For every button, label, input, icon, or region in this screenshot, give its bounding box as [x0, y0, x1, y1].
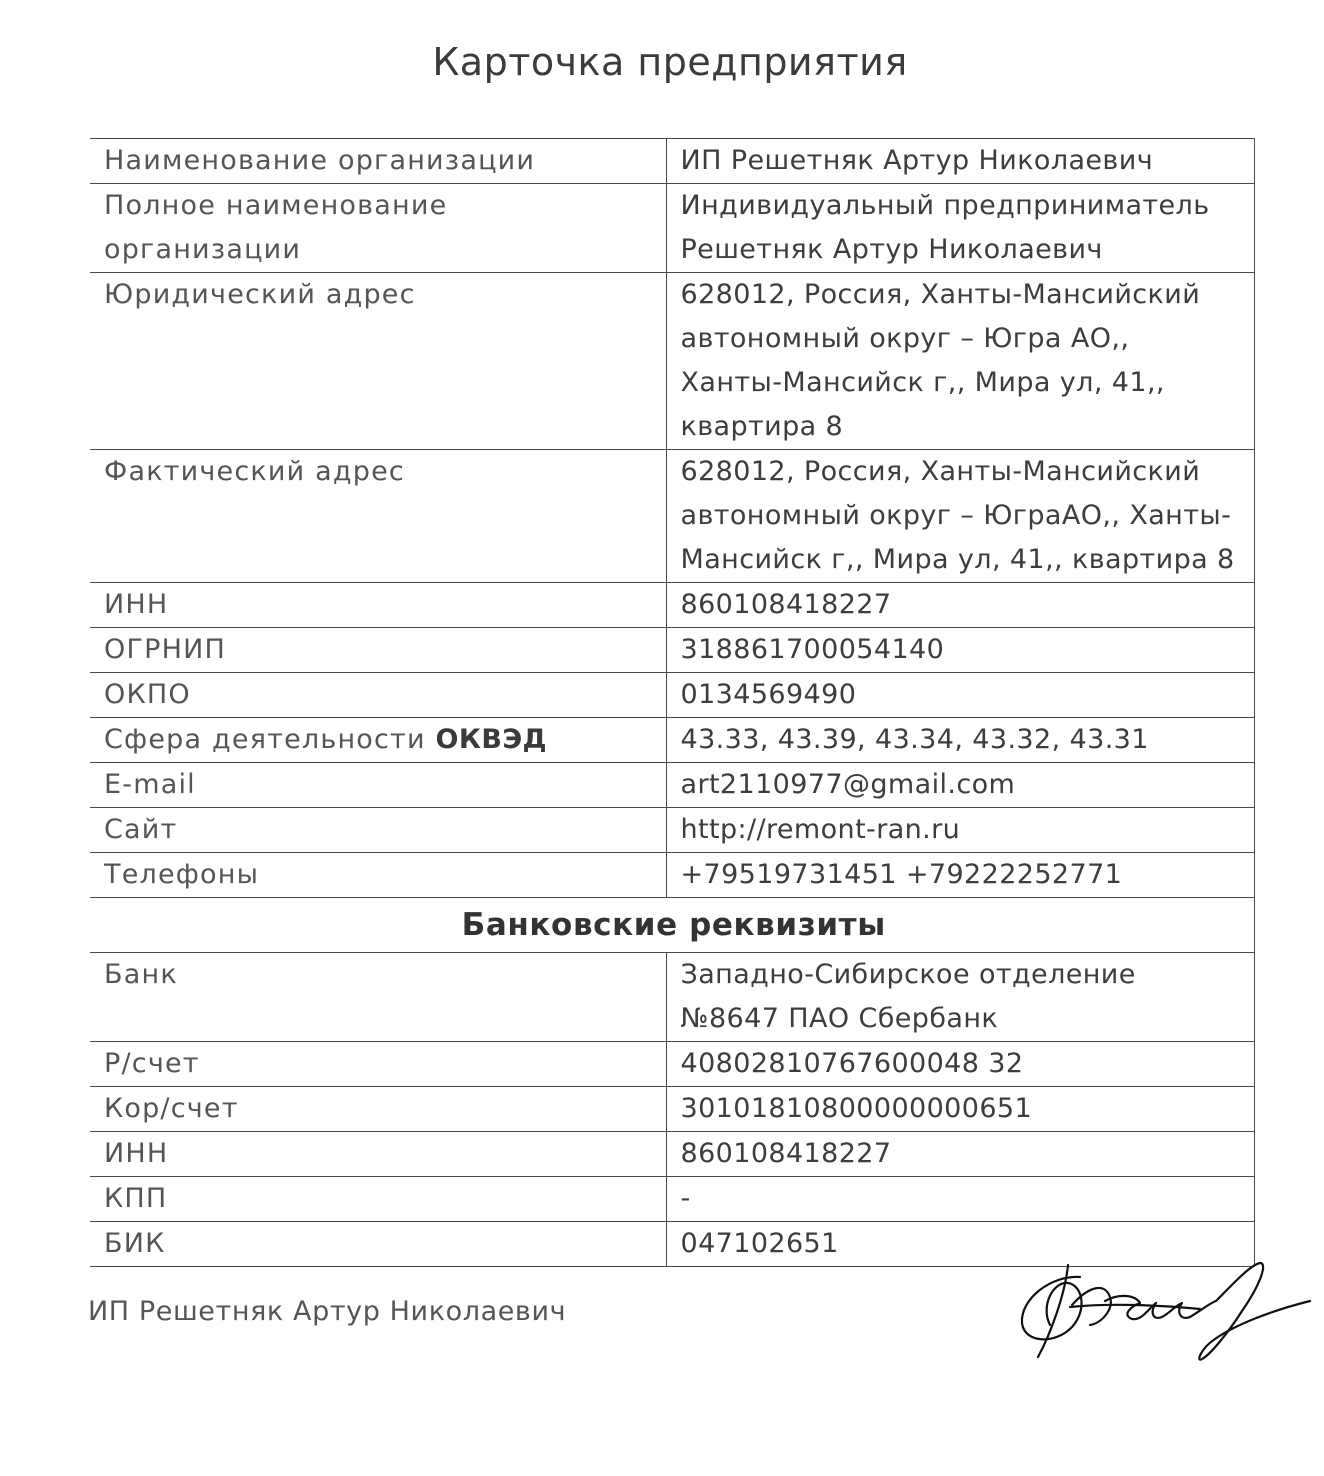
- row-value: 047102651: [666, 1222, 1254, 1267]
- row-label: Полное наименование организации: [90, 184, 666, 273]
- row-value: 628012, Россия, Ханты-Мансийский автономный округ – ЮграАО,, Ханты-Мансийск г,, Мира ул, 41,, квартира 8: [666, 450, 1254, 583]
- row-label: [90, 718, 666, 763]
- table-row: [90, 1132, 1254, 1177]
- row-label-bold: ОКВЭД: [435, 724, 547, 755]
- row-value: http://remont-ran.ru: [666, 808, 1254, 853]
- row-label: Р/счет: [90, 1042, 666, 1087]
- table-row: [90, 139, 1254, 184]
- table-row: [90, 1087, 1254, 1132]
- row-label: Банк: [90, 953, 666, 1042]
- table-row: [90, 628, 1254, 673]
- row-value: ИП Решетняк Артур Николаевич: [666, 139, 1254, 184]
- row-label: E-mail: [90, 763, 666, 808]
- table-row: [90, 1177, 1254, 1222]
- row-value: 43.33, 43.39, 43.34, 43.32, 43.31: [666, 718, 1254, 763]
- table-row: [90, 1042, 1254, 1087]
- row-label: БИК: [90, 1222, 666, 1267]
- row-label: ОКПО: [90, 673, 666, 718]
- row-label: Юридический адрес: [90, 273, 666, 450]
- table-row: [90, 673, 1254, 718]
- row-value: -: [666, 1177, 1254, 1222]
- table-row: [90, 763, 1254, 808]
- row-value: 628012, Россия, Ханты-Мансийский автономный округ – Югра АО,, Ханты-Мансийск г,, Мира ул, 41,, квартира 8: [666, 273, 1254, 450]
- section-header-row: [90, 898, 1254, 953]
- row-label: Телефоны: [90, 853, 666, 898]
- table-row: [90, 450, 1254, 583]
- row-label: Сайт: [90, 808, 666, 853]
- table-row: [90, 184, 1254, 273]
- page-title: Карточка предприятия: [432, 40, 908, 84]
- row-value: +79519731451 +79222252771: [666, 853, 1254, 898]
- row-label: ОГРНИП: [90, 628, 666, 673]
- footer-signatory-name: ИП Решетняк Артур Николаевич: [88, 1296, 567, 1327]
- table-row: [90, 273, 1254, 450]
- row-value: 318861700054140: [666, 628, 1254, 673]
- company-card-table: [90, 138, 1255, 1267]
- row-value: 860108418227: [666, 583, 1254, 628]
- row-value: Западно-Сибирское отделение №8647 ПАО Сбербанк: [666, 953, 1254, 1042]
- row-value: 0134569490: [666, 673, 1254, 718]
- row-label-prefix: Сфера деятельности: [104, 724, 436, 755]
- row-label: Наименование организации: [90, 139, 666, 184]
- row-value: 40802810767600048 32: [666, 1042, 1254, 1087]
- row-label: ИНН: [90, 1132, 666, 1177]
- row-value: 860108418227: [666, 1132, 1254, 1177]
- handwritten-signature: [1010, 1245, 1320, 1375]
- row-value: art2110977@gmail.com: [666, 763, 1254, 808]
- row-label: Кор/счет: [90, 1087, 666, 1132]
- row-label: Фактический адрес: [90, 450, 666, 583]
- table-row: [90, 583, 1254, 628]
- table-row: [90, 953, 1254, 1042]
- table-row: [90, 718, 1254, 763]
- table-row: [90, 808, 1254, 853]
- table-row: [90, 853, 1254, 898]
- row-label: ИНН: [90, 583, 666, 628]
- row-value: Индивидуальный предприниматель Решетняк Артур Николаевич: [666, 184, 1254, 273]
- row-value: 30101810800000000651: [666, 1087, 1254, 1132]
- bank-section-title: Банковские реквизиты: [90, 898, 1254, 953]
- row-label: КПП: [90, 1177, 666, 1222]
